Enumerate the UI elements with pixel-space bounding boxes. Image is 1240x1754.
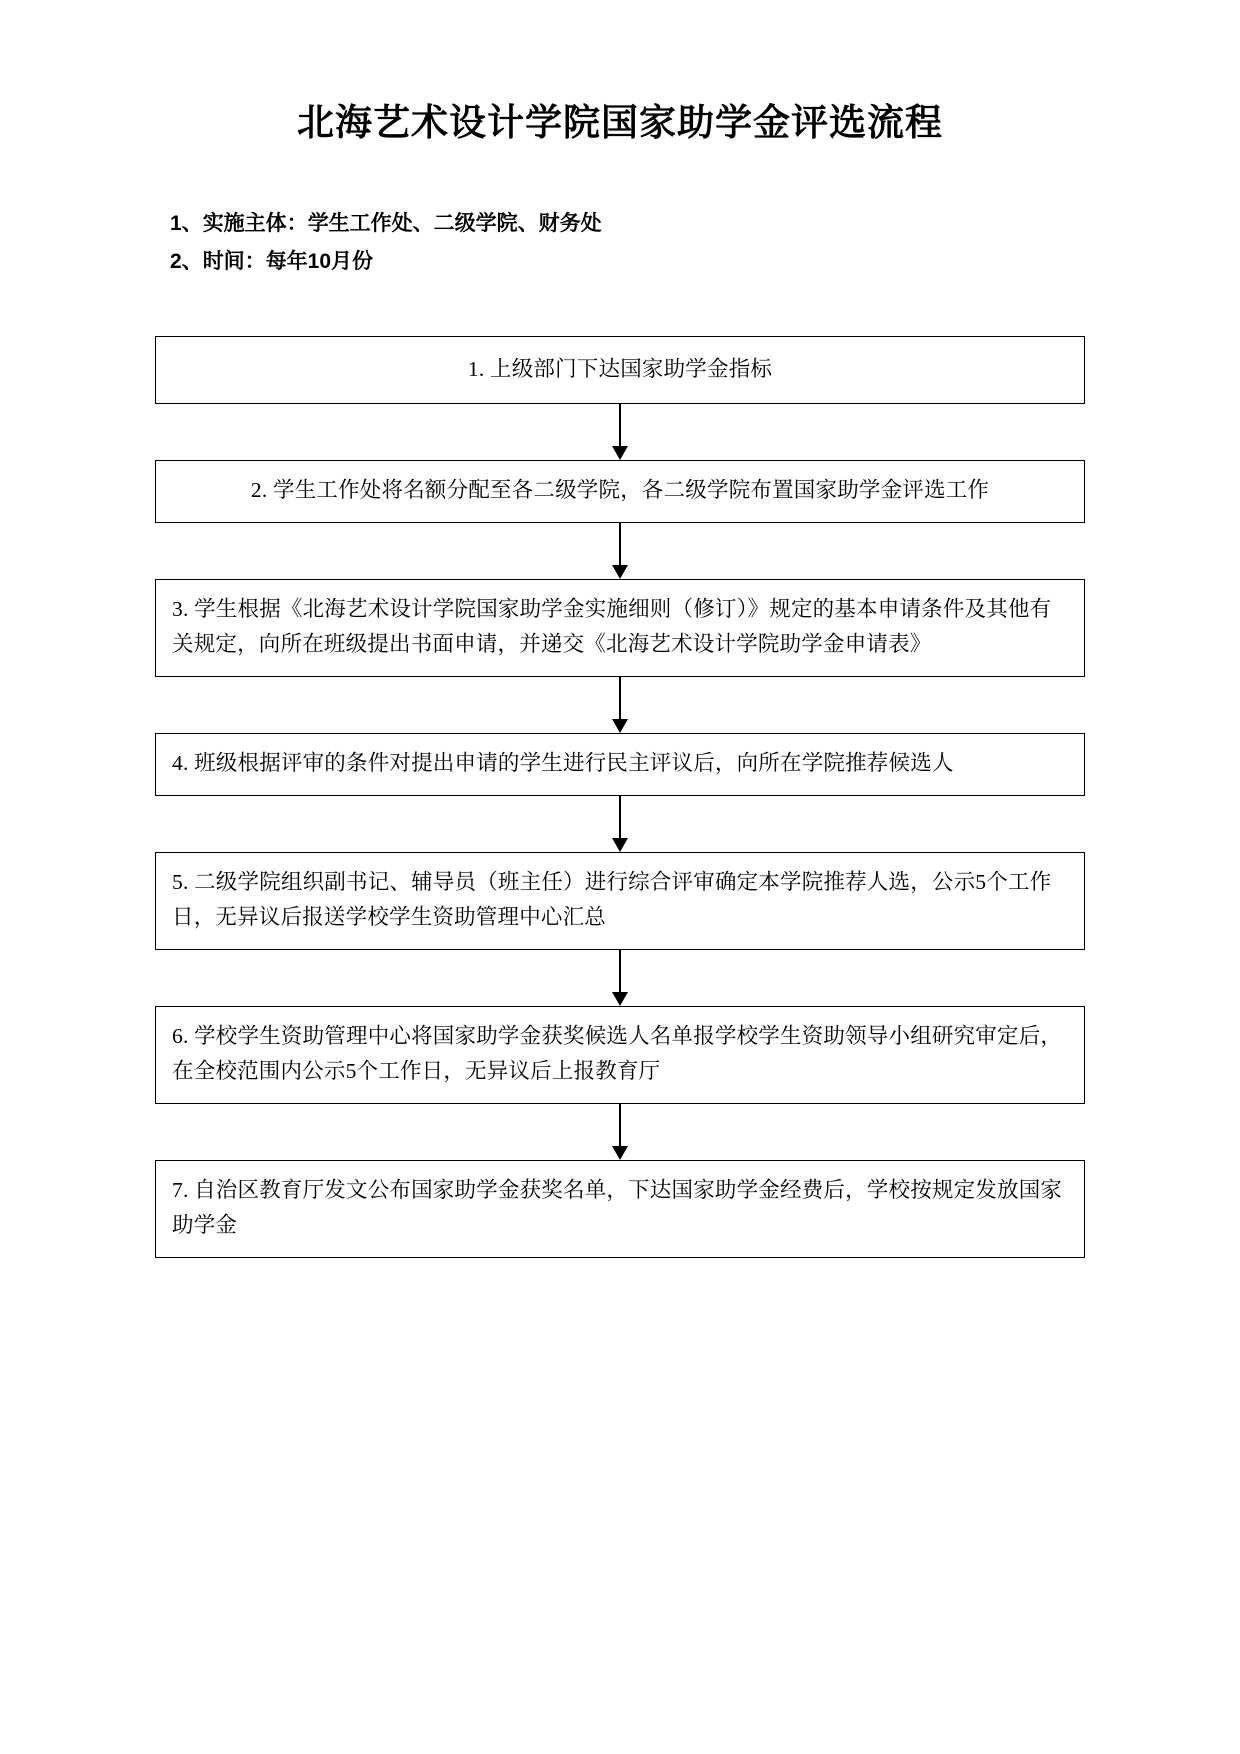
flow-node-step-4: 4. 班级根据评审的条件对提出申请的学生进行民主评议后，向所在学院推荐候选人 bbox=[155, 733, 1085, 796]
arrow-head-icon bbox=[612, 992, 628, 1006]
arrow-line-icon bbox=[619, 404, 621, 448]
flow-node-step-6: 6. 学校学生资助管理中心将国家助学金获奖候选人名单报学校学生资助领导小组研究审定后， 在全校范围内公示5个工作日，无异议后上报教育厅 bbox=[155, 1006, 1085, 1104]
arrow-head-icon bbox=[612, 838, 628, 852]
arrow-line-icon bbox=[619, 523, 621, 567]
meta-line-subject bbox=[170, 205, 602, 243]
meta-label-1: 实施主体： bbox=[202, 212, 308, 235]
flow-arrow-2-3 bbox=[155, 523, 1085, 579]
flow-arrow-1-2 bbox=[155, 404, 1085, 460]
flow-arrow-4-5 bbox=[155, 796, 1085, 852]
flow-node-step-5: 5. 二级学院组织副书记、辅导员（班主任）进行综合评审确定本学院推荐人选，公示5个工作日，无异议后报送学校学生资助管理中心汇总 bbox=[155, 852, 1085, 950]
page-title: 北海艺术设计学院国家助学金评选流程 bbox=[297, 102, 943, 143]
meta-label-2: 时间： bbox=[202, 250, 266, 273]
arrow-line-icon bbox=[619, 950, 621, 994]
meta-line-time bbox=[170, 243, 602, 281]
flow-node-step-3: 3. 学生根据《北海艺术设计学院国家助学金实施细则（修订）》规定的基本申请条件及其他有关规定，向所在班级提出书面申请，并递交《北海艺术设计学院助学金申请表》 bbox=[155, 579, 1085, 677]
flow-node-step-1: 1. 上级部门下达国家助学金指标 bbox=[155, 336, 1085, 404]
arrow-head-icon bbox=[612, 1146, 628, 1160]
arrow-head-icon bbox=[612, 719, 628, 733]
meta-index-1: 1、 bbox=[170, 212, 203, 235]
flow-node-step-7: 7. 自治区教育厅发文公布国家助学金获奖名单，下达国家助学金经费后，学校按规定发放国家助学金 bbox=[155, 1160, 1085, 1258]
arrow-head-icon bbox=[612, 446, 628, 460]
flow-arrow-6-7 bbox=[155, 1104, 1085, 1160]
meta-value-2: 每年10月份 bbox=[265, 250, 374, 273]
arrow-line-icon bbox=[619, 796, 621, 840]
meta-index-2: 2、 bbox=[170, 250, 203, 273]
meta-block bbox=[170, 205, 602, 281]
arrow-head-icon bbox=[612, 565, 628, 579]
meta-value-1: 学生工作处、二级学院、财务处 bbox=[307, 212, 602, 235]
flow-arrow-3-4 bbox=[155, 677, 1085, 733]
arrow-line-icon bbox=[619, 677, 621, 721]
flowchart bbox=[155, 336, 1085, 1258]
flow-node-step-2: 2. 学生工作处将名额分配至各二级学院，各二级学院布置国家助学金评选工作 bbox=[155, 460, 1085, 523]
arrow-line-icon bbox=[619, 1104, 621, 1148]
flow-arrow-5-6 bbox=[155, 950, 1085, 1006]
